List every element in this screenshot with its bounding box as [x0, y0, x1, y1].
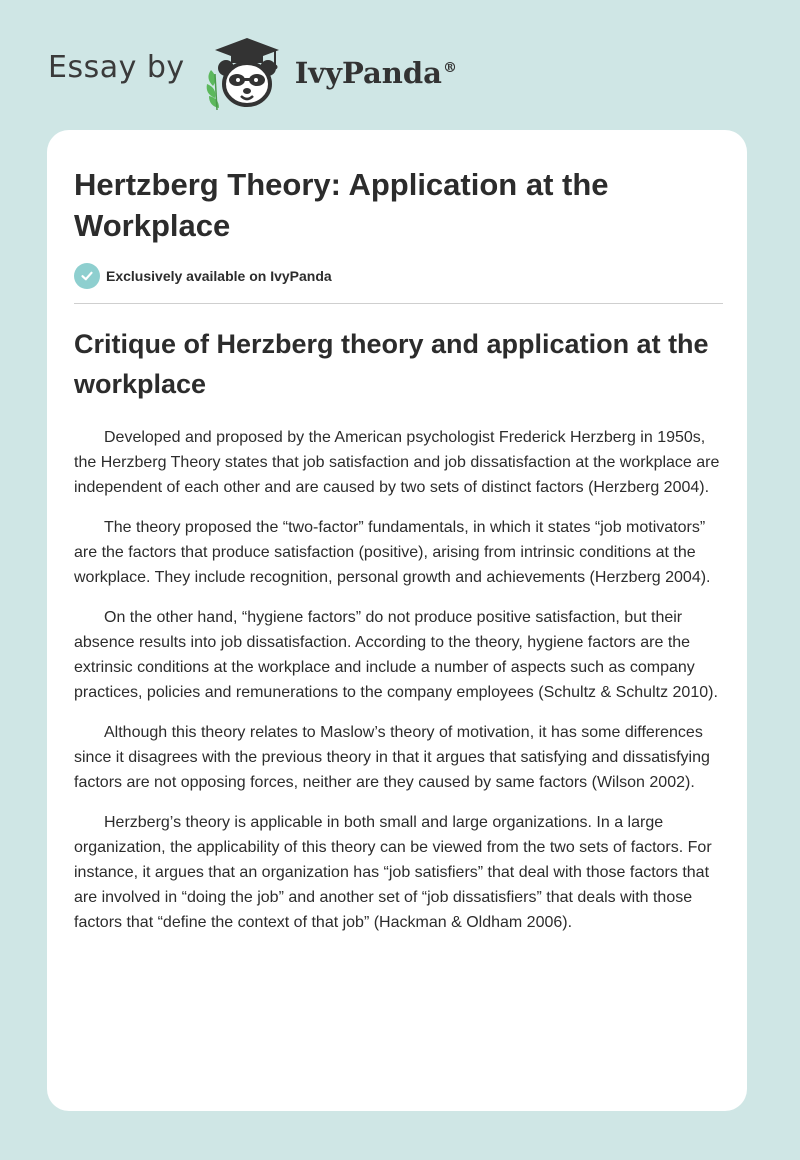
- essay-card: [47, 130, 747, 1111]
- section-heading: Critique of Herzberg theory and application at the workplace: [74, 329, 709, 399]
- paragraph: Developed and proposed by the American psychologist Frederick Herzberg in 1950s, the Herzberg Theory states that job satisfaction and job dissatisfaction at the workplace are independent of each other and are caused by two sets of distinct factors (Herzberg 2004).: [74, 429, 720, 496]
- brand-name[interactable]: IvyPanda®: [294, 56, 457, 90]
- essay-by-label: Essay by: [48, 49, 185, 85]
- site-header: [48, 34, 457, 110]
- badge-text: Exclusively available on IvyPanda: [106, 268, 332, 284]
- availability-badge: [74, 263, 332, 289]
- paragraph: Although this theory relates to Maslow’s theory of motivation, it has some differences since it disagrees with the previous theory in that it argues that satisfying and dissatisfying factors are not opposing forces, neither are they caused by same factors (Wilson 2002).: [74, 724, 710, 791]
- essay-title: Hertzberg Theory: Application at the Workplace: [74, 167, 609, 243]
- check-icon: [74, 263, 100, 289]
- paragraph: The theory proposed the “two-factor” fundamentals, in which it states “job motivators” are the factors that produce satisfaction (positive), arising from intrinsic conditions at the workplace. They include recognition, personal growth and achievements (Herzberg 2004).: [74, 519, 711, 586]
- essay-body: [74, 425, 724, 950]
- paragraph: Herzberg’s theory is applicable in both small and large organizations. In a large organization, the applicability of this theory can be viewed from the two sets of factors. For instance, it argues that an organization has “job satisfiers” that deal with those factors that are involved in “doing the job” and another set of “job dissatisfiers” that deals with those factors that “define the context of that job” (Hackman & Oldham 2006).: [74, 814, 712, 931]
- divider: [74, 303, 723, 304]
- paragraph: On the other hand, “hygiene factors” do not produce positive satisfaction, but their absence results into job dissatisfaction. According to the theory, hygiene factors are the extrinsic conditions at the workplace and include a number of aspects such as company practices, policies and remunerations to the company employees (Schultz & Schultz 2010).: [74, 609, 718, 701]
- panda-logo-icon[interactable]: [201, 34, 293, 110]
